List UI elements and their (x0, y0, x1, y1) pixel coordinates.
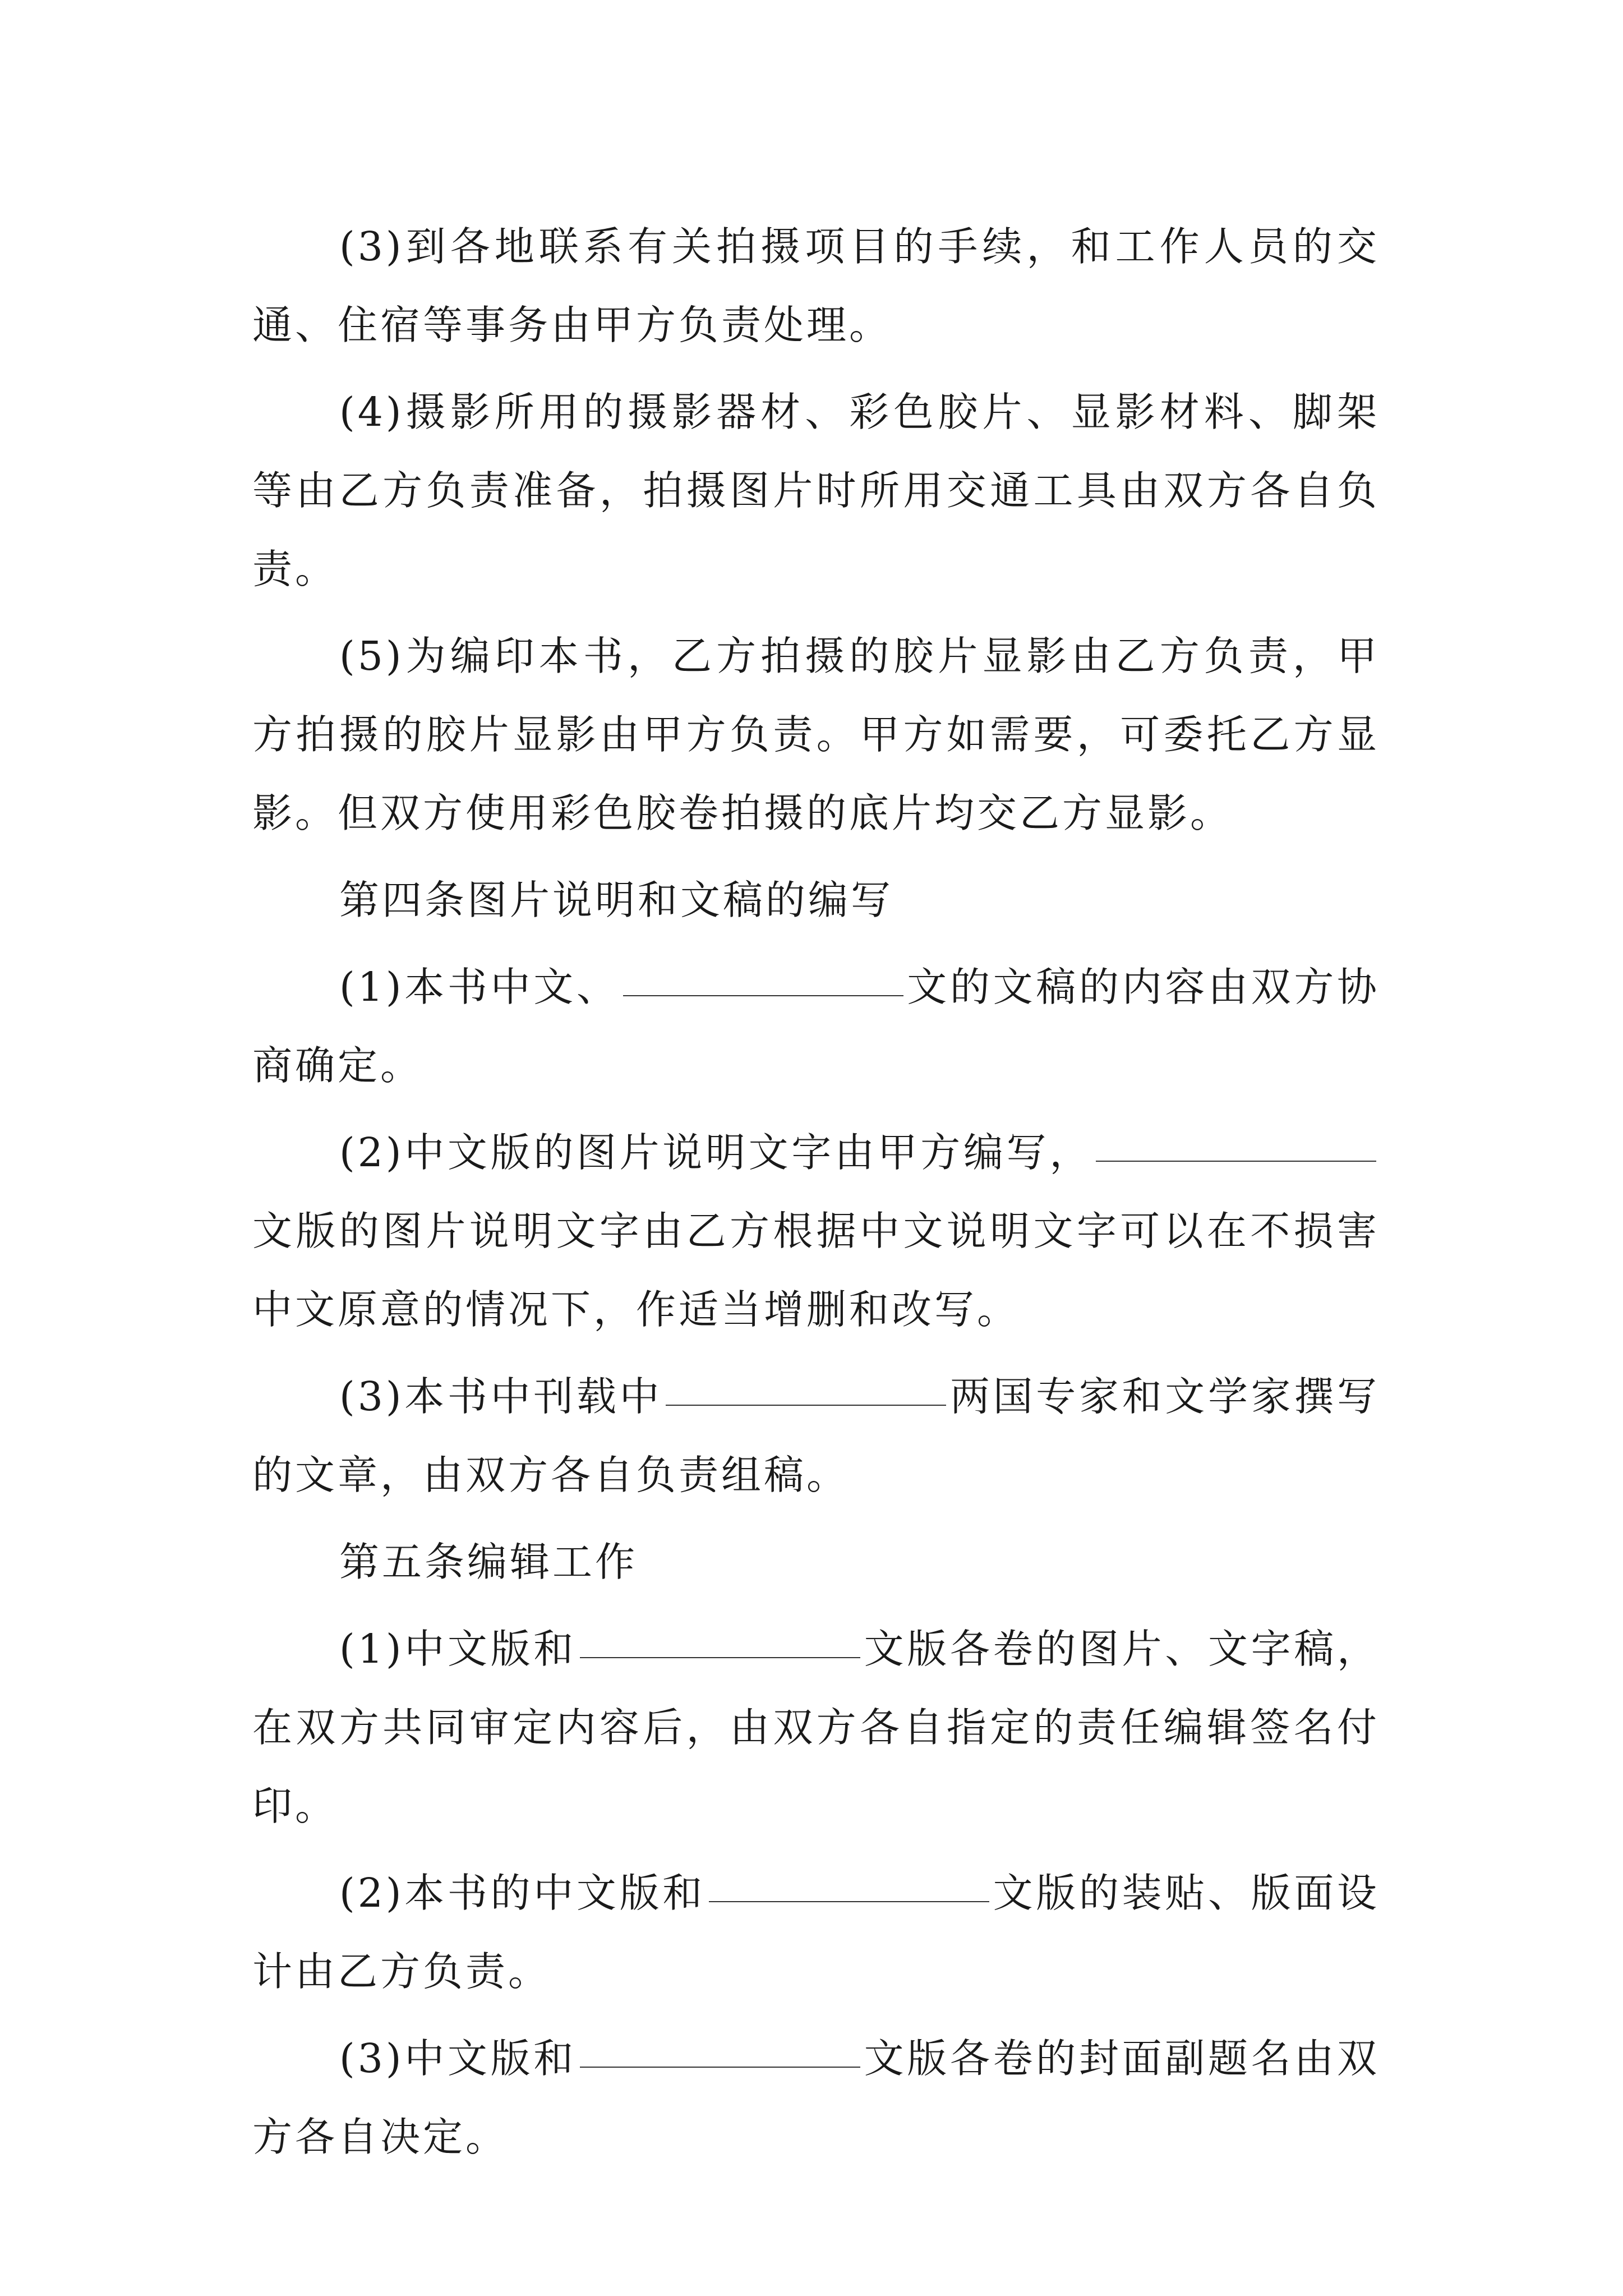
item-text-before: (1)本书中文、 (339, 964, 620, 1010)
article-4-item-3 (252, 1358, 1380, 1515)
item-text-after: 两国专家和文学家撰写的文章，由双方各自负责组稿。 (252, 1373, 1380, 1498)
item-text-before: (3)中文版和 (339, 2035, 577, 2082)
fill-in-blank[interactable] (666, 1404, 946, 1406)
article-5-heading: 第五条编辑工作 (339, 1539, 638, 1585)
article-4-heading: 第四条图片说明和文稿的编写 (339, 877, 894, 923)
item-text-before: (1)中文版和 (339, 1626, 577, 1672)
article-5-item-2 (252, 1854, 1380, 2011)
clause-3-item-5: (5)为编印本书，乙方拍摄的胶片显影由乙方负责，甲方拍摄的胶片显影由甲方负责。甲方如需要，可委托乙方显影。但双方使用彩色胶卷拍摄的底片均交乙方显影。 (252, 633, 1380, 836)
item-text-after: 文的文稿的内容由双方协商确定。 (252, 964, 1380, 1089)
document-body (252, 208, 1380, 2185)
article-4-item-2 (252, 1114, 1380, 1349)
item-text-before: (3)本书中刊载中 (339, 1373, 663, 1420)
item-text-after: 文版的装贴、版面设计由乙方负责。 (252, 1870, 1380, 1995)
article-5-item-1 (252, 1610, 1380, 1846)
item-text-after: 文版各卷的图片、文字稿，在双方共同审定内容后，由双方各自指定的责任编辑签名付印。 (252, 1626, 1380, 1829)
item-text-after: 文版各卷的封面副题名由双方各自决定。 (252, 2035, 1380, 2160)
clause-3-item-3: (3)到各地联系有关拍摄项目的手续，和工作人员的交通、住宿等事务由甲方负责处理。 (252, 223, 1380, 348)
item-text-after: 文版的图片说明文字由乙方根据中文说明文字可以在不损害中文原意的情况下，作适当增删和改写。 (252, 1208, 1380, 1333)
item-text-before: (2)中文版的图片说明文字由甲方编写， (339, 1129, 1092, 1176)
article-4-item-1 (252, 948, 1380, 1105)
item-text-before: (2)本书的中文版和 (339, 1870, 706, 1916)
fill-in-blank[interactable] (580, 2066, 860, 2068)
fill-in-blank[interactable] (1096, 1160, 1376, 1162)
fill-in-blank[interactable] (580, 1657, 860, 1658)
clause-3-item-4: (4)摄影所用的摄影器材、彩色胶片、显影材料、脚架等由乙方负责准备，拍摄图片时所用交通工具由双方各自负责。 (252, 389, 1380, 592)
article-5-item-3 (252, 2019, 1380, 2177)
fill-in-blank[interactable] (709, 1901, 989, 1902)
fill-in-blank[interactable] (623, 995, 903, 996)
